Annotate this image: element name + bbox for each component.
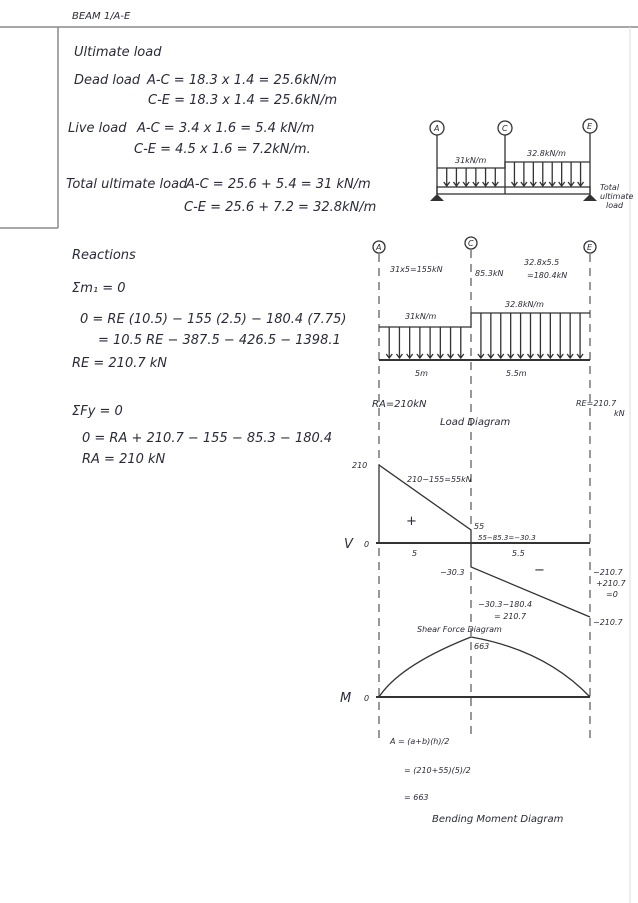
load-label: 32.8kN/m [505, 300, 544, 309]
equation: RA = 210 kN [82, 452, 166, 467]
calc-label: 210−155=55kN [407, 475, 472, 484]
load-arrow [547, 313, 553, 358]
label: Total ultimate load [66, 177, 188, 192]
formula: = (210+55)(5)/2 [404, 766, 471, 775]
equation: = 10.5 RE − 387.5 − 426.5 − 1398.1 [98, 333, 341, 348]
value-label: 663 [474, 642, 490, 651]
support-label: A [376, 243, 382, 252]
support-label: C [468, 239, 474, 248]
point-load-label: 32.8x5.5 [524, 258, 560, 267]
sign-label: + [406, 514, 417, 529]
load-arrow [417, 327, 423, 358]
equation: A-C = 25.6 + 5.4 = 31 kN/m [186, 177, 371, 192]
point-load-label: 85.3kN [475, 269, 504, 278]
label: Live load [68, 121, 127, 136]
load-arrow [540, 162, 546, 186]
load-arrow [521, 162, 527, 186]
equation: 0 = RE (10.5) − 155 (2.5) − 180.4 (7.75) [80, 312, 347, 327]
bending-moment-diagram [340, 637, 590, 825]
load-arrow [458, 327, 464, 358]
load-arrow [568, 162, 574, 186]
load-arrow [557, 313, 563, 358]
equation: 0 = RA + 210.7 − 155 − 85.3 − 180.4 [82, 431, 333, 446]
value-label: −30.3 [440, 568, 465, 577]
point-load-label: 31x5=155kN [390, 265, 443, 274]
reactions-section [72, 248, 346, 467]
span-label: 5.5m [506, 369, 527, 378]
load-label: 31kN/m [455, 156, 487, 165]
load-arrow [530, 162, 536, 186]
support-label: E [587, 122, 593, 131]
reaction-label: RA=210kN [372, 399, 427, 410]
axis-zero: 0 [364, 540, 370, 549]
value-label: 55 [474, 522, 485, 531]
load-arrow [578, 162, 584, 186]
heading: Ultimate load [74, 45, 162, 60]
load-arrow [567, 313, 573, 358]
load-arrow [483, 168, 489, 186]
note: Total [600, 183, 620, 192]
span-label: 5m [415, 369, 428, 378]
note: load [606, 201, 624, 210]
load-diagram [372, 237, 625, 740]
beam-sketch [430, 119, 633, 210]
note: ultimate [600, 192, 634, 201]
load-arrow [427, 327, 433, 358]
load-arrow [448, 327, 454, 358]
load-arrow [508, 313, 514, 358]
diagram-caption: Bending Moment Diagram [432, 814, 564, 825]
span-label: 5 [412, 549, 418, 558]
calc-label: = 210.7 [494, 612, 527, 621]
support-label: E [587, 243, 593, 252]
load-arrow [407, 327, 413, 358]
sign-label: − [534, 563, 545, 578]
load-arrow [537, 313, 543, 358]
load-arrow [498, 313, 504, 358]
load-arrow [559, 162, 565, 186]
calc-label: +210.7 [596, 579, 626, 588]
equation: Σm₁ = 0 [72, 281, 126, 296]
equation: ΣFy = 0 [72, 404, 123, 419]
equation: C-E = 4.5 x 1.6 = 7.2kN/m. [134, 142, 311, 157]
axis-label: V [344, 537, 353, 552]
load-arrow [396, 327, 402, 358]
equation: RE = 210.7 kN [72, 356, 168, 371]
value-label: 210 [352, 461, 368, 470]
load-arrow [478, 313, 484, 358]
load-arrow [386, 327, 392, 358]
ultimate-load-section [66, 45, 376, 215]
reaction-label: RE=210.7 [576, 399, 617, 408]
calc-label: 55−85.3=−30.3 [478, 534, 536, 542]
calc-label: =0 [606, 590, 618, 599]
equation: C-E = 18.3 x 1.4 = 25.6kN/m [148, 93, 338, 108]
page-title: BEAM 1/A-E [72, 11, 131, 22]
calc-label: −30.3−180.4 [478, 600, 533, 609]
load-arrow [492, 168, 498, 186]
equation: A-C = 18.3 x 1.4 = 25.6kN/m [147, 73, 337, 88]
load-arrow [473, 168, 479, 186]
formula: = 663 [404, 793, 429, 802]
formula: A = (a+b)(h)/2 [390, 737, 450, 746]
span-label: 5.5 [512, 549, 525, 558]
point-load-label: =180.4kN [527, 271, 568, 280]
value-label: −210.7 [593, 618, 623, 627]
axis-zero: 0 [364, 694, 370, 703]
equation: C-E = 25.6 + 7.2 = 32.8kN/m [184, 200, 377, 215]
load-arrow [463, 168, 469, 186]
calc-label: −210.7 [593, 568, 623, 577]
heading: Reactions [72, 248, 136, 263]
support-label: A [434, 124, 440, 133]
equation: A-C = 3.4 x 1.6 = 5.4 kN/m [137, 121, 315, 136]
support-label: C [502, 124, 508, 133]
reaction-label: kN [614, 409, 625, 418]
load-arrow [444, 168, 450, 186]
shear-force-diagram [344, 461, 627, 634]
load-arrow [437, 327, 443, 358]
load-arrow [549, 162, 555, 186]
load-arrow [577, 313, 583, 358]
load-arrow [511, 162, 517, 186]
load-arrow [488, 313, 494, 358]
load-arrow [518, 313, 524, 358]
load-arrow [528, 313, 534, 358]
load-arrow [453, 168, 459, 186]
axis-label: M [340, 691, 352, 706]
label: Dead load [74, 73, 141, 88]
load-label: 31kN/m [405, 312, 437, 321]
diagram-caption: Shear Force Diagram [417, 625, 502, 634]
load-label: 32.8kN/m [527, 149, 566, 158]
diagram-caption: Load Diagram [440, 417, 511, 428]
